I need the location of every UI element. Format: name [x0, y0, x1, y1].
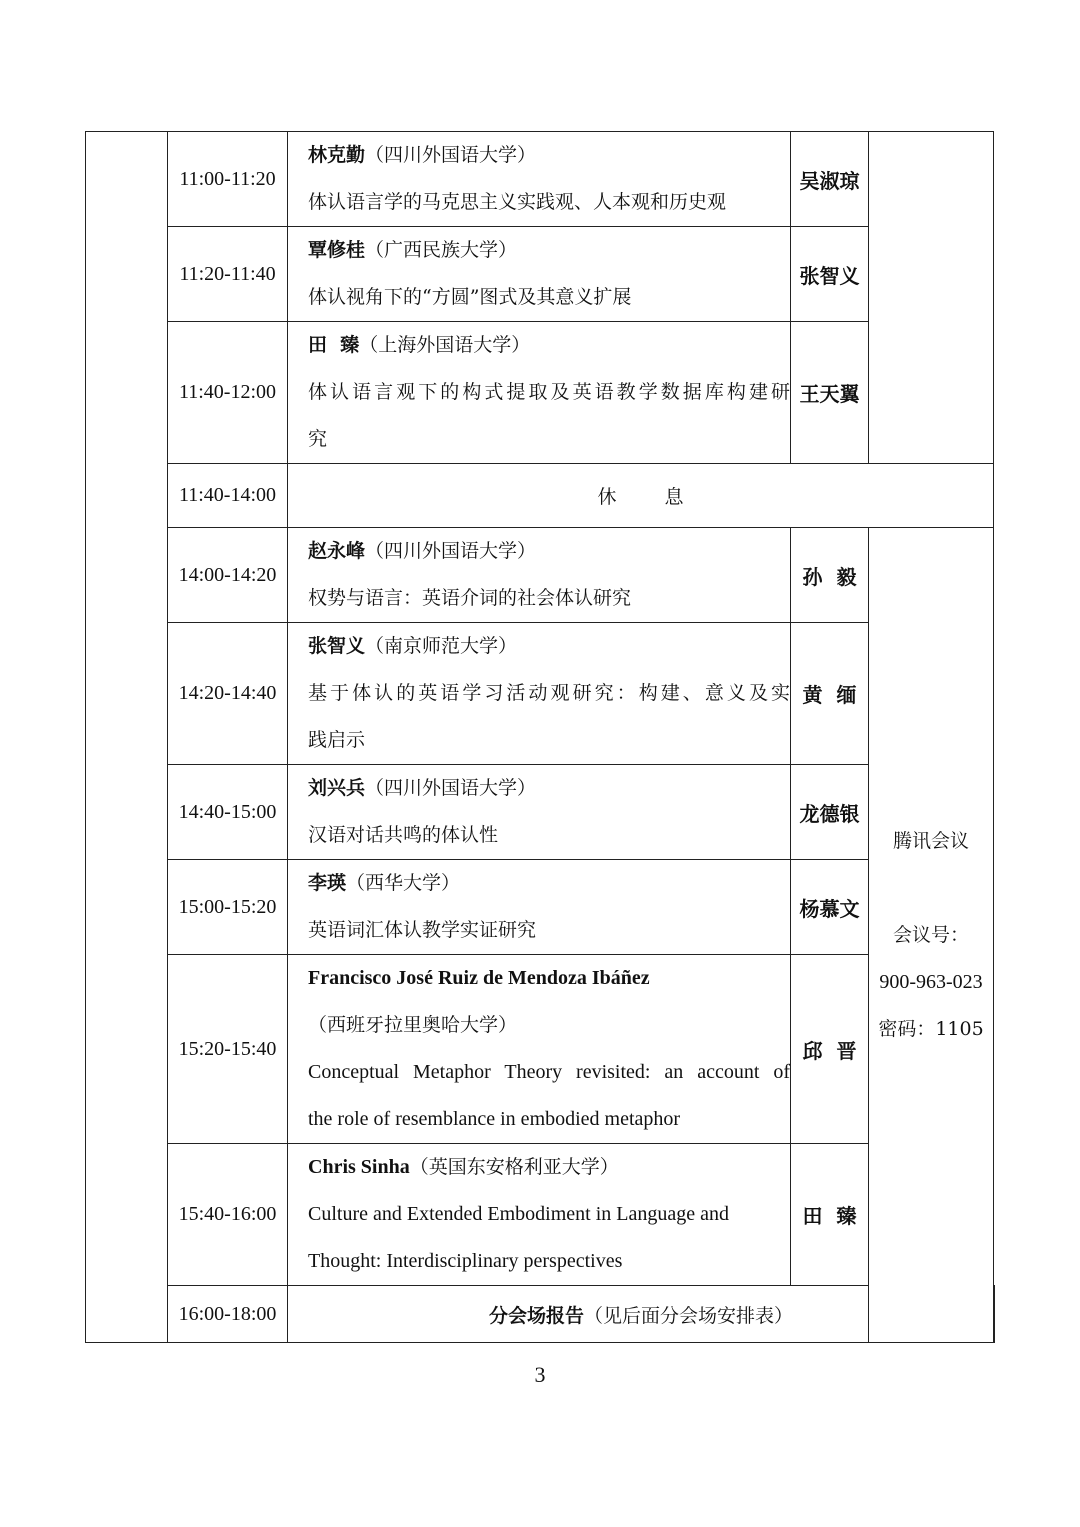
speaker-name: 刘兴兵	[308, 777, 366, 799]
session-talk	[288, 322, 791, 464]
speaker-line	[308, 765, 790, 812]
session-row	[86, 623, 995, 765]
speaker-line	[308, 322, 790, 369]
talk-title: 英语词汇体认教学实证研究	[308, 919, 537, 941]
session-row	[86, 860, 995, 955]
session-row	[86, 955, 995, 1144]
break-time: 11:40-14:00	[168, 464, 288, 528]
schedule-table	[85, 131, 995, 1343]
talk-title: 汉语对话共鸣的体认性	[308, 824, 499, 846]
session-time: 11:00-11:20	[168, 132, 288, 227]
talk-title: 基于体认的英语学习活动观研究：构建、意义及实	[308, 682, 790, 704]
closing-label-cell	[288, 1286, 995, 1343]
session-talk	[288, 955, 791, 1144]
speaker-name: 李瑛	[308, 872, 347, 894]
session-row	[86, 227, 995, 322]
session-chair: 吴淑琼	[791, 132, 869, 227]
session-time: 15:20-15:40	[168, 955, 288, 1144]
speaker-name: 赵永峰	[308, 540, 366, 562]
meeting-id: 900-963-023	[879, 970, 983, 993]
session-chair: 邱 晋	[791, 955, 869, 1144]
talk-title: 体认语言观下的构式提取及英语教学数据库构建研	[308, 381, 790, 403]
session-chair: 黄 缅	[791, 623, 869, 765]
speaker-name: Chris Sinha	[308, 1156, 410, 1178]
session-time: 14:20-14:40	[168, 623, 288, 765]
speaker-affiliation: （四川外国语大学）	[365, 777, 537, 799]
speaker-name: 林克勤	[308, 144, 366, 166]
day-cell	[86, 132, 168, 1343]
speaker-line	[308, 132, 790, 179]
session-time: 14:40-15:00	[168, 765, 288, 860]
session-talk	[288, 528, 791, 623]
session-chair: 孙 毅	[791, 528, 869, 623]
venue-spacer	[869, 865, 993, 912]
session-row	[86, 765, 995, 860]
speaker-affiliation: （广西民族大学）	[365, 239, 518, 261]
speaker-affiliation: （四川外国语大学）	[365, 540, 537, 562]
speaker-line	[308, 528, 790, 575]
session-talk	[288, 227, 791, 322]
session-chair: 田 臻	[791, 1144, 869, 1286]
page-number: 3	[534, 1362, 546, 1387]
talk-title-cont: the role of resemblance in embodied metaphor	[308, 1108, 681, 1130]
session-row	[86, 132, 995, 227]
session-time: 11:40-12:00	[168, 322, 288, 464]
venue-name: 腾讯会议	[892, 829, 969, 852]
closing-note: （见后面分会场安排表）	[584, 1304, 794, 1327]
session-chair: 王天翼	[791, 322, 869, 464]
speaker-affiliation: （英国东安格利亚大学）	[409, 1156, 619, 1178]
session-time: 14:00-14:20	[168, 528, 288, 623]
speaker-affiliation: （南京师范大学）	[365, 635, 518, 657]
session-time: 11:20-11:40	[168, 227, 288, 322]
break-row	[86, 464, 995, 528]
speaker-line	[308, 227, 790, 274]
speaker-name: 覃修桂	[308, 239, 366, 261]
talk-title-cont: Thought: Interdisciplinary perspectives	[308, 1250, 623, 1272]
session-talk	[288, 1144, 791, 1286]
speaker-line	[308, 623, 790, 670]
talk-title: Conceptual Metaphor Theory revisited: an account of	[308, 1061, 790, 1083]
session-talk	[288, 860, 791, 955]
closing-label: 分会场报告	[488, 1304, 584, 1327]
meeting-password: 密码：1105	[878, 1017, 984, 1040]
break-label: 休息	[597, 486, 732, 508]
talk-title: 体认语言学的马克思主义实践观、人本观和历史观	[308, 191, 727, 213]
session-chair: 杨慕文	[791, 860, 869, 955]
session-row	[86, 1144, 995, 1286]
speaker-affiliation: （四川外国语大学）	[365, 144, 537, 166]
session-talk	[288, 132, 791, 227]
session-chair: 张智义	[791, 227, 869, 322]
talk-title-cont: 究	[308, 428, 328, 450]
session-time: 15:40-16:00	[168, 1144, 288, 1286]
venue-cell-morning	[869, 132, 994, 464]
speaker-line	[308, 860, 790, 907]
session-talk	[288, 623, 791, 765]
speaker-affiliation: （西班牙拉里奥哈大学）	[308, 1014, 518, 1036]
talk-title-cont: 践启示	[308, 729, 366, 751]
closing-row	[86, 1286, 995, 1343]
speaker-name: 张智义	[308, 635, 366, 657]
session-row	[86, 322, 995, 464]
meeting-id-label: 会议号：	[892, 923, 969, 946]
session-row	[86, 528, 995, 623]
speaker-line	[308, 1144, 790, 1191]
talk-title: 体认视角下的“方圆”图式及其意义扩展	[308, 286, 632, 308]
session-time: 15:00-15:20	[168, 860, 288, 955]
break-label-cell	[288, 464, 994, 528]
talk-title: 权势与语言：英语介词的社会体认研究	[308, 587, 632, 609]
speaker-affiliation: （西华大学）	[346, 872, 461, 894]
speaker-name: 田 臻	[308, 334, 360, 356]
closing-time: 16:00-18:00	[168, 1286, 288, 1343]
session-chair: 龙德银	[791, 765, 869, 860]
speaker-affiliation: （上海外国语大学）	[359, 334, 531, 356]
talk-title: Culture and Extended Embodiment in Language and	[308, 1203, 729, 1225]
venue-cell-afternoon	[869, 528, 994, 1343]
speaker-name: Francisco José Ruiz de Mendoza Ibáñez	[308, 967, 650, 989]
session-talk	[288, 765, 791, 860]
